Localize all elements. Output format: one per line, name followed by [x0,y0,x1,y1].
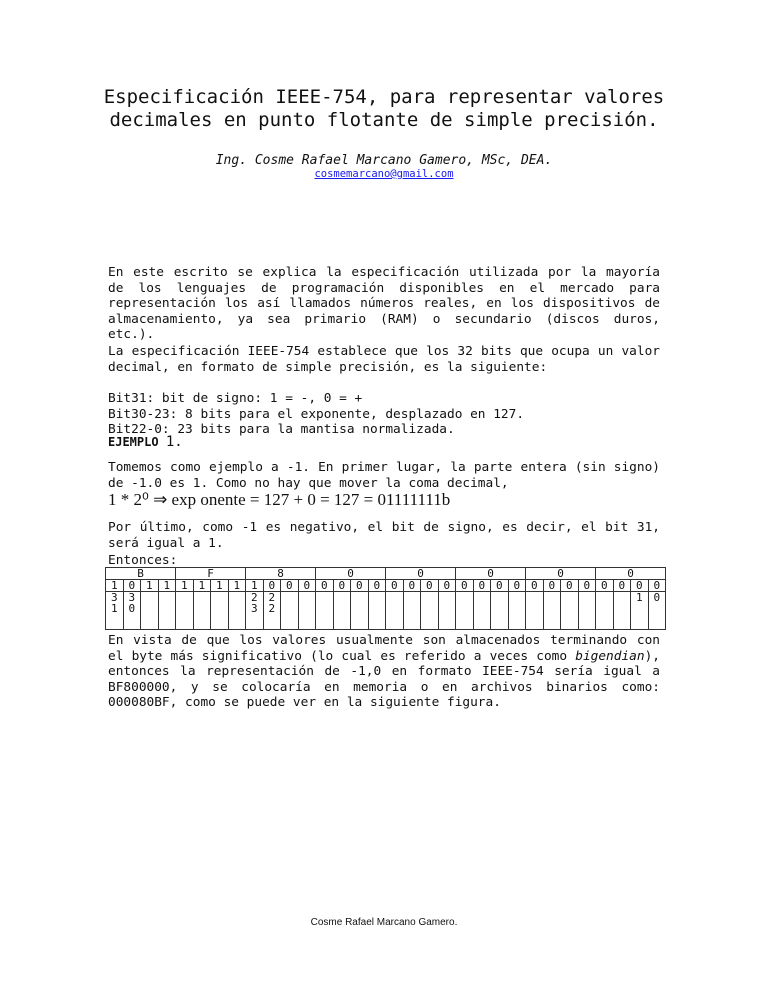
bit-index-cell [456,603,474,630]
bit-index-cell [228,603,246,630]
bit-index-cell [141,592,159,604]
bit-index-cell [158,603,176,630]
bit-cell: 0 [456,580,474,592]
bit-index-cell [281,592,299,604]
bit-index-cell [368,592,386,604]
bit-index-cell: 1 [106,603,124,630]
bit-index-cell: 2 [246,592,264,604]
bit-index-cell [403,603,421,630]
bit-index-cell [508,592,526,604]
bit-cell: 0 [543,580,561,592]
bit-index-cell [438,592,456,604]
bit-index-cell [211,592,229,604]
bit-index-cell [316,592,334,604]
bit-index-cell [526,592,544,604]
bit-cell: 0 [473,580,491,592]
email-link[interactable]: cosmemarcano@gmail.com [314,168,454,180]
bit-cell: 0 [491,580,509,592]
hex-digit-cell: 0 [456,568,526,580]
intro-paragraph: En este escrito se explica la especificación utilizada por la mayoría de los lenguajes de programación disponibles en el mercado para representación los así llamados números reales, en los dispositivos de almacenamiento, ya sea primario (RAM) o secundario (discos duros, etc.). [108,265,660,342]
bit-index-cell [333,603,351,630]
bit-index-cell [613,592,631,604]
bit-index-cell [648,603,666,630]
bit-index-cell [368,603,386,630]
sign-paragraph: Por último, como -1 es negativo, el bit de signo, es decir, el bit 31, será igual a 1. [108,520,660,551]
bit-index-cell [613,603,631,630]
bit-cell: 0 [508,580,526,592]
spec-paragraph: La especificación IEEE-754 establece que los 32 bits que ocupa un valor decimal, en formato de simple precisión, es la siguiente: [108,344,660,375]
bit-index-cell [596,603,614,630]
bit-cell: 0 [368,580,386,592]
bit-list [108,391,660,438]
bit-index-cell [596,592,614,604]
bit-cell: 1 [228,580,246,592]
document-title: Especificación IEEE-754, para representar valores decimales en punto flotante de simple precisión. [103,86,665,131]
bit-cell: 0 [351,580,369,592]
hex-digit-cell: 0 [526,568,596,580]
bit-index-cell: 1 [631,592,649,604]
bit-item: Bit31: bit de signo: 1 = -, 0 = + [108,391,363,406]
bit-index-cell [561,603,579,630]
bit-cell: 0 [438,580,456,592]
bit-index-cell: 3 [246,603,264,630]
bit-index-cell [158,592,176,604]
bit-index-cell [578,603,596,630]
bit-cell: 1 [246,580,264,592]
bit-cell: 1 [211,580,229,592]
bit-index-cell [491,592,509,604]
bit-index-cell [333,592,351,604]
bit-index-cell [473,592,491,604]
bit-cell: 0 [123,580,141,592]
bit-index-cell [228,592,246,604]
bit-cell: 0 [596,580,614,592]
bit-index-cell [141,603,159,630]
bit-index-cell [176,592,194,604]
bit-index-cell [403,592,421,604]
bit-index-cell [281,603,299,630]
bigendian-term: bigendian [575,648,645,664]
hex-digit-cell: B [106,568,176,580]
example-heading [108,434,183,450]
bit-index-cell: 3 [106,592,124,604]
bit-cell: 1 [158,580,176,592]
bit-index-cell [386,592,404,604]
bit-table [105,567,666,630]
hex-digit-cell: F [176,568,246,580]
bit-index-cell [543,603,561,630]
bit-index-cell [193,592,211,604]
bit-cell: 0 [298,580,316,592]
closing-text: En vista de que los valores usualmente son almacenados terminando con el byte más significativo (lo cual es referido a veces como [108,633,660,664]
bit-index-cell [298,592,316,604]
bit-index-cell [386,603,404,630]
hex-digit-cell: 0 [596,568,666,580]
hex-digit-cell: 0 [316,568,386,580]
bit-index-cell [578,592,596,604]
bit-index-cell [491,603,509,630]
bit-index-cell [351,603,369,630]
hex-digit-cell: 0 [386,568,456,580]
bit-cell: 0 [613,580,631,592]
bit-cell: 0 [263,580,281,592]
bit-cell: 0 [403,580,421,592]
then-label: Entonces: [108,553,178,568]
bit-index-cell [561,592,579,604]
example-paragraph: Tomemos como ejemplo a -1. En primer lugar, la parte entera (sin signo) de -1.0 es 1. Como no hay que mover la coma decimal, [108,460,660,491]
bit-index-cell [508,603,526,630]
bit-index-cell: 2 [263,592,281,604]
bit-index-cell [543,592,561,604]
bit-index-cell [526,603,544,630]
bit-item: Bit22-0: 23 bits para la mantisa normalizada. [108,422,455,437]
bit-index-cell [456,592,474,604]
bit-index-cell: 3 [123,592,141,604]
closing-paragraph [108,633,660,711]
bit-index-cell [421,603,439,630]
hex-digit-cell: 8 [246,568,316,580]
bit-index-cell [351,592,369,604]
bit-cell: 0 [316,580,334,592]
bit-cell: 0 [561,580,579,592]
bit-index-cell: 0 [123,603,141,630]
footer: Cosme Rafael Marcano Gamero. [310,917,458,928]
bit-cell: 0 [281,580,299,592]
formula: 1 * 2⁰ ⇒ exp onente = 127 + 0 = 127 = 01111111b [108,490,451,509]
bit-cell: 1 [141,580,159,592]
bit-cell: 1 [193,580,211,592]
bit-index-cell [193,603,211,630]
bit-index-cell [421,592,439,604]
bit-cell: 0 [333,580,351,592]
example-label: EJEMPLO [108,435,159,449]
bit-cell: 1 [106,580,124,592]
bit-index-cell: 2 [263,603,281,630]
bit-cell: 0 [578,580,596,592]
bit-index-cell [631,603,649,630]
bit-cell: 0 [648,580,666,592]
bit-cell: 0 [386,580,404,592]
author: Ing. Cosme Rafael Marcano Gamero, MSc, DEA. [215,153,553,168]
closing-text: ), entonces la representación de -1,0 en formato IEEE-754 sería igual a BF800000, y se colocaría en memoria o en archivos binarios como: 000080BF, como se puede ver en la siguiente figura. [108,648,660,710]
bit-index-cell [298,603,316,630]
bit-index-cell [211,603,229,630]
bit-cell: 1 [176,580,194,592]
bit-item: Bit30-23: 8 bits para el exponente, desplazado en 127. [108,406,525,422]
bit-index-cell [438,603,456,630]
bit-index-cell [176,603,194,630]
bit-cell: 0 [631,580,649,592]
bit-index-cell [316,603,334,630]
bit-cell: 0 [421,580,439,592]
example-number: 1. [165,434,183,450]
bit-index-cell [473,603,491,630]
bit-index-cell: 0 [648,592,666,604]
bit-cell: 0 [526,580,544,592]
